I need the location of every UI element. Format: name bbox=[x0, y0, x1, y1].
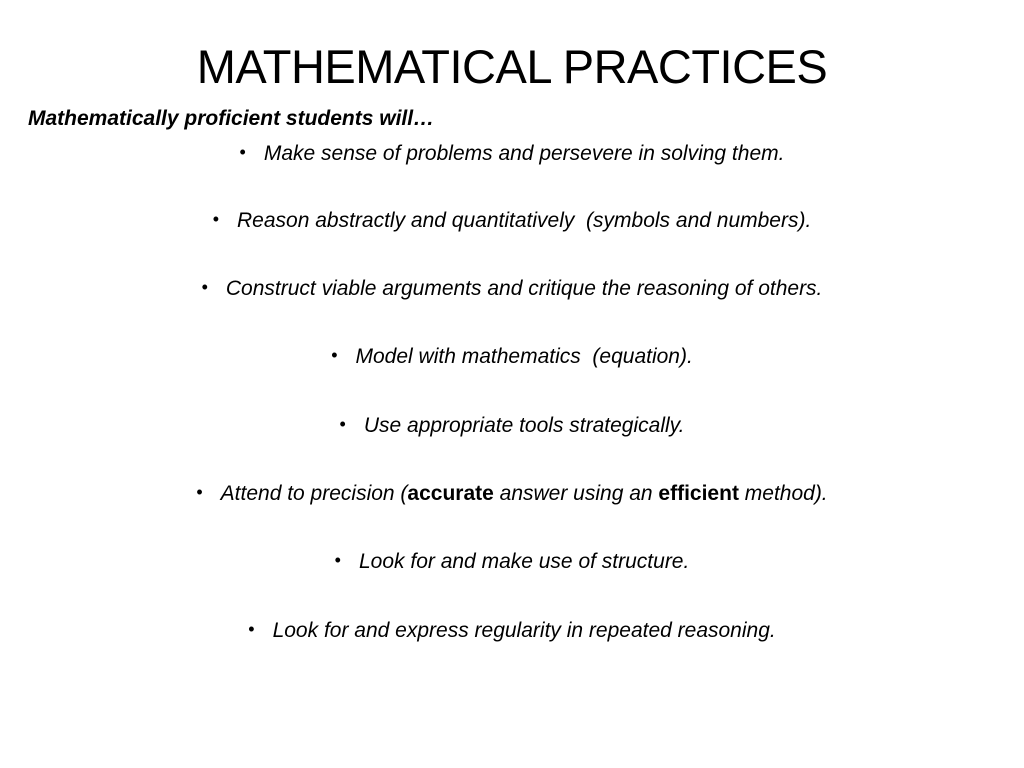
practice-item bbox=[0, 617, 1024, 645]
practice-text: Look for and make use of structure. bbox=[358, 550, 690, 573]
practice-text: Model with mathematics (equation). bbox=[355, 345, 693, 368]
slide-subtitle: Mathematically proficient students will… bbox=[28, 107, 435, 130]
bullet-icon: • bbox=[239, 142, 246, 162]
bullet-icon: • bbox=[248, 619, 255, 639]
practice-text-part: Attend to precision ( bbox=[220, 482, 408, 505]
practice-text: Construct viable arguments and critique the reasoning of others. bbox=[225, 277, 823, 300]
bullet-icon: • bbox=[201, 277, 208, 297]
practice-text-part: method). bbox=[738, 482, 828, 505]
practice-text-part: answer using an bbox=[493, 482, 659, 505]
practice-text: Make sense of problems and persevere in solving them. bbox=[263, 142, 785, 165]
bullet-icon: • bbox=[339, 414, 346, 434]
practice-item bbox=[0, 207, 1024, 235]
emphasis-accurate: accurate bbox=[407, 482, 494, 505]
practice-text: Reason abstractly and quantitatively (symbols and numbers). bbox=[237, 209, 812, 232]
practice-item bbox=[0, 412, 1024, 440]
practice-item bbox=[0, 548, 1024, 576]
bullet-icon: • bbox=[331, 345, 338, 365]
bullet-icon: • bbox=[196, 482, 203, 502]
practice-item bbox=[0, 275, 1024, 303]
bullet-icon: • bbox=[334, 550, 341, 570]
emphasis-efficient: efficient bbox=[658, 482, 739, 505]
practice-item bbox=[0, 140, 1024, 168]
practice-text: Look for and express regularity in repeated reasoning. bbox=[272, 619, 776, 642]
practice-item bbox=[0, 480, 1024, 508]
practice-text: Use appropriate tools strategically. bbox=[363, 414, 685, 437]
slide-title: MATHEMATICAL PRACTICES bbox=[196, 40, 828, 93]
practice-item bbox=[0, 343, 1024, 371]
bullet-icon: • bbox=[212, 209, 220, 229]
